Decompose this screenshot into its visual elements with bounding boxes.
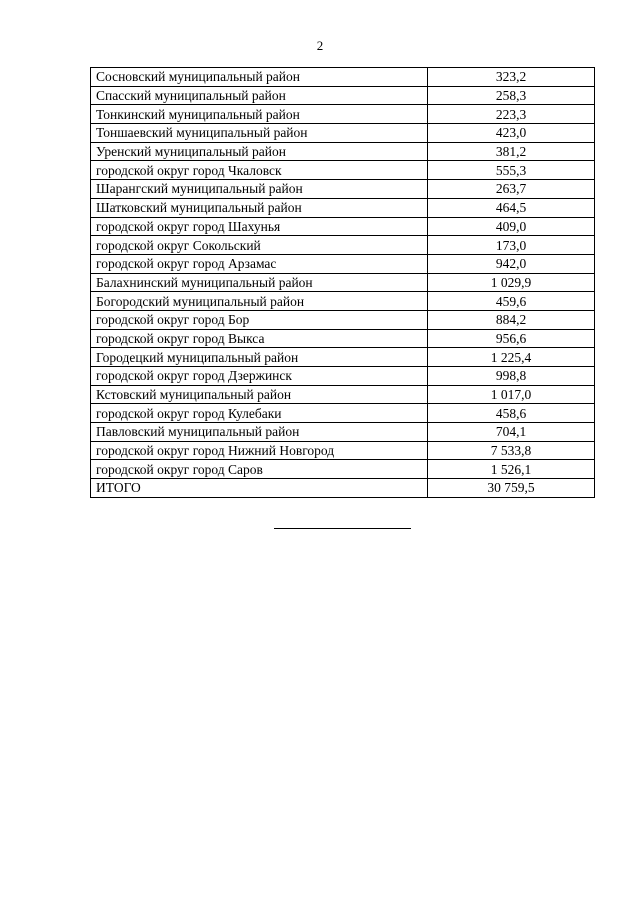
municipality-name: городской округ Сокольский [91, 236, 428, 255]
municipality-name: Богородский муниципальный район [91, 292, 428, 311]
table-row [91, 86, 595, 105]
table-row [91, 367, 595, 386]
municipality-name: Павловский муниципальный район [91, 423, 428, 442]
municipality-name: Шарангский муниципальный район [91, 180, 428, 199]
table-row [91, 273, 595, 292]
table-row [91, 329, 595, 348]
amount-value: 458,6 [428, 404, 595, 423]
amount-value: 942,0 [428, 254, 595, 273]
municipality-name: городской округ город Дзержинск [91, 367, 428, 386]
amount-value: 459,6 [428, 292, 595, 311]
municipality-name: городской округ город Бор [91, 310, 428, 329]
table-row [91, 180, 595, 199]
table-row [91, 68, 595, 87]
table-row [91, 217, 595, 236]
total-value: 30 759,5 [428, 479, 595, 498]
table-body [91, 68, 595, 498]
table-row [91, 348, 595, 367]
amount-value: 263,7 [428, 180, 595, 199]
amount-value: 258,3 [428, 86, 595, 105]
municipality-name: Балахнинский муниципальный район [91, 273, 428, 292]
table-row [91, 254, 595, 273]
amount-value: 704,1 [428, 423, 595, 442]
amount-value: 998,8 [428, 367, 595, 386]
table-row [91, 441, 595, 460]
municipality-name: Тоншаевский муниципальный район [91, 124, 428, 143]
amount-value: 1 225,4 [428, 348, 595, 367]
municipality-name: Тонкинский муниципальный район [91, 105, 428, 124]
total-row [91, 479, 595, 498]
table-row [91, 161, 595, 180]
amount-value: 555,3 [428, 161, 595, 180]
amount-value: 173,0 [428, 236, 595, 255]
table-row [91, 310, 595, 329]
municipality-name: городской округ город Саров [91, 460, 428, 479]
table-row [91, 292, 595, 311]
table-row [91, 142, 595, 161]
amount-value: 409,0 [428, 217, 595, 236]
municipality-name: городской округ город Чкаловск [91, 161, 428, 180]
table-row [91, 404, 595, 423]
municipality-name: Сосновский муниципальный район [91, 68, 428, 87]
table-row [91, 423, 595, 442]
amount-value: 323,2 [428, 68, 595, 87]
amount-value: 1 526,1 [428, 460, 595, 479]
municipality-name: городской округ город Выкса [91, 329, 428, 348]
amount-value: 423,0 [428, 124, 595, 143]
municipality-name: Спасский муниципальный район [91, 86, 428, 105]
amount-value: 223,3 [428, 105, 595, 124]
total-label: ИТОГО [91, 479, 428, 498]
page-number: 2 [316, 38, 324, 53]
end-divider-line [274, 528, 411, 529]
municipality-name: Уренский муниципальный район [91, 142, 428, 161]
amount-value: 381,2 [428, 142, 595, 161]
amount-value: 464,5 [428, 198, 595, 217]
table-row [91, 198, 595, 217]
amount-value: 956,6 [428, 329, 595, 348]
municipality-name: Шатковский муниципальный район [91, 198, 428, 217]
municipality-name: городской округ город Нижний Новгород [91, 441, 428, 460]
amount-value: 1 029,9 [428, 273, 595, 292]
table-row [91, 385, 595, 404]
municipality-name: Городецкий муниципальный район [91, 348, 428, 367]
municipality-name: Кстовский муниципальный район [91, 385, 428, 404]
municipality-name: городской округ город Арзамас [91, 254, 428, 273]
amount-value: 1 017,0 [428, 385, 595, 404]
table-row [91, 460, 595, 479]
municipality-name: городской округ город Шахунья [91, 217, 428, 236]
table-row [91, 105, 595, 124]
table-row [91, 124, 595, 143]
municipality-name: городской округ город Кулебаки [91, 404, 428, 423]
table-row [91, 236, 595, 255]
amount-value: 7 533,8 [428, 441, 595, 460]
allocation-table [90, 67, 595, 498]
amount-value: 884,2 [428, 310, 595, 329]
